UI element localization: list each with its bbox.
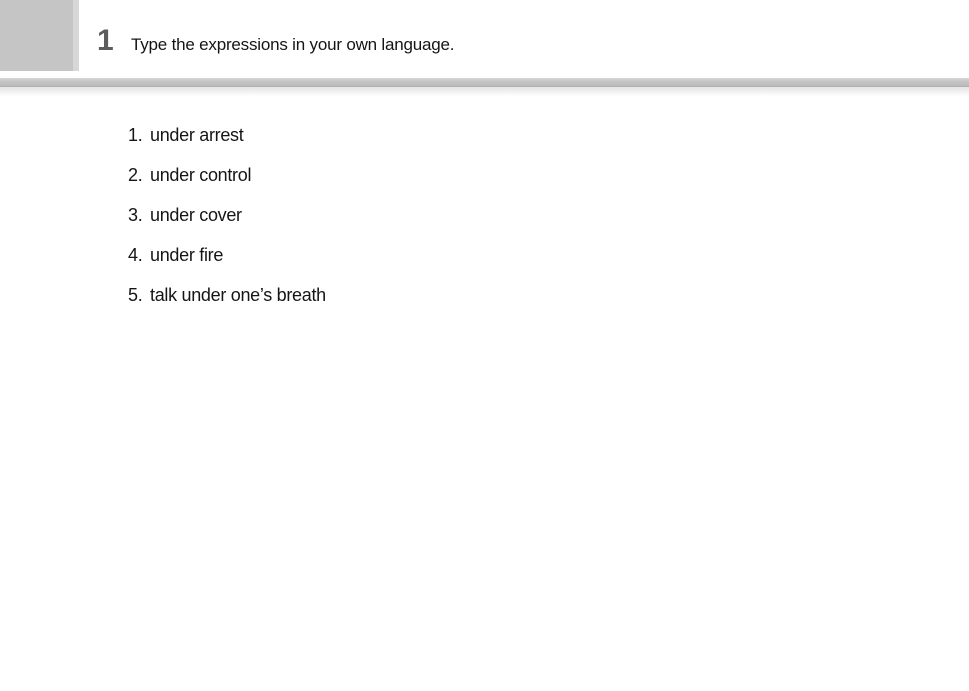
instruction-text: Type the expressions in your own language.	[131, 35, 455, 54]
list-item	[128, 235, 326, 275]
item-number: 1.	[128, 124, 143, 145]
list-item	[128, 195, 326, 235]
expression-list	[128, 115, 326, 315]
item-text: under arrest	[150, 124, 244, 145]
item-number: 5.	[128, 284, 143, 305]
corner-square	[0, 0, 79, 71]
item-text: talk under one’s breath	[150, 284, 326, 305]
item-text: under control	[150, 164, 252, 185]
item-text: under cover	[150, 204, 242, 225]
exercise-number: 1	[97, 24, 113, 57]
header-divider-shadow	[0, 87, 969, 97]
header-divider	[0, 78, 969, 87]
list-item	[128, 155, 326, 195]
item-number: 4.	[128, 244, 143, 265]
item-number: 2.	[128, 164, 143, 185]
list-item	[128, 115, 326, 155]
item-number: 3.	[128, 204, 143, 225]
item-text: under fire	[150, 244, 224, 265]
list-item	[128, 275, 326, 315]
